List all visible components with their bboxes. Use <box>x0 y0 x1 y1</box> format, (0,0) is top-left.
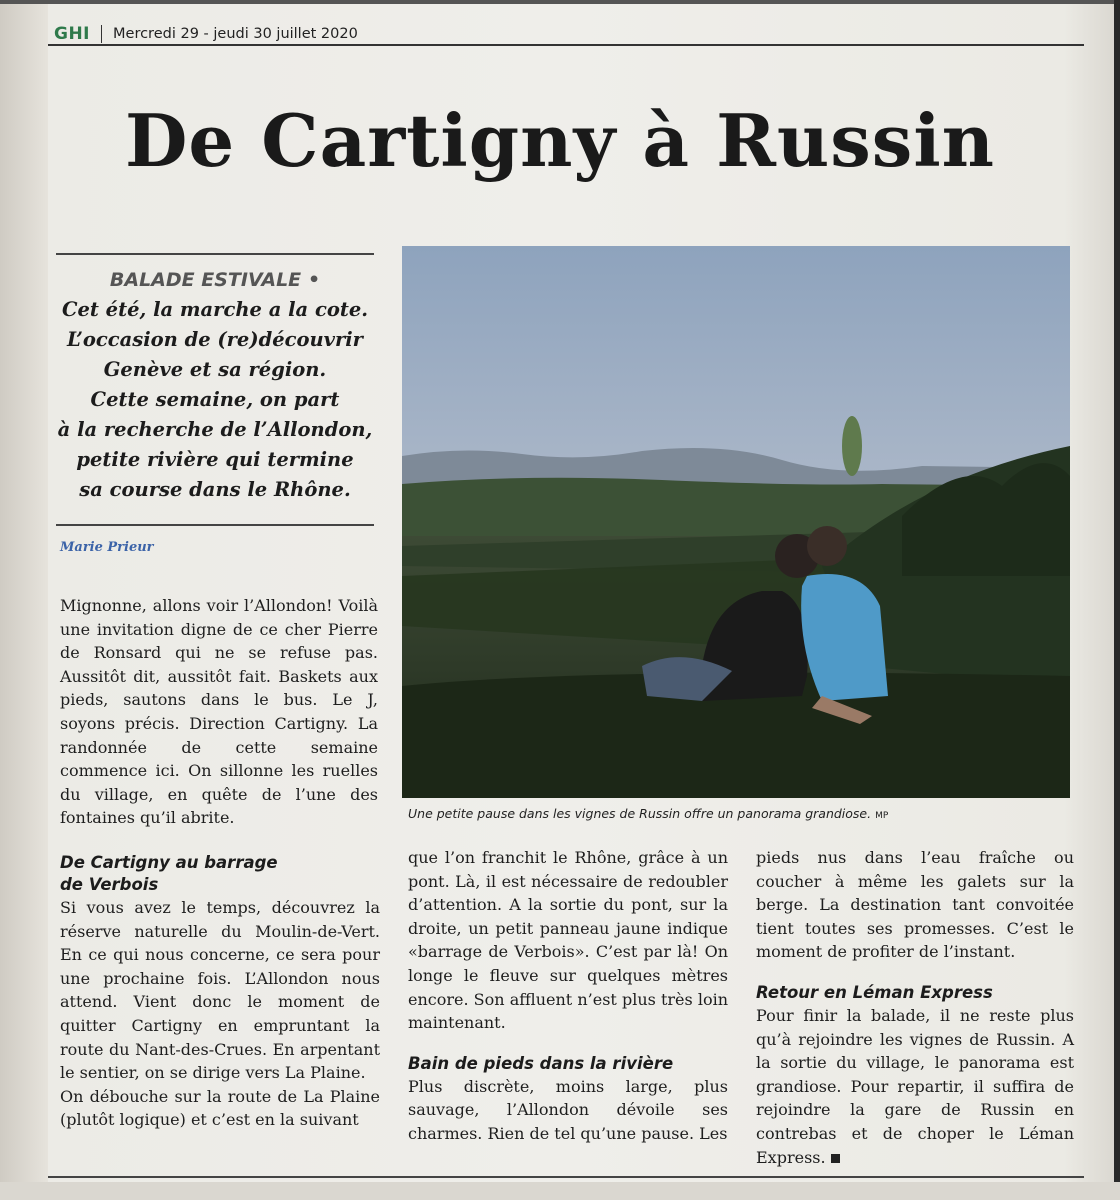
lead-line: Cette semaine, on part <box>90 388 340 411</box>
paragraph: On débouche sur la route de La Plaine (plutôt logique) et c’est en la suivant <box>60 1086 380 1130</box>
lead-rule-top <box>56 253 374 255</box>
lead-line: Cet été, la marche a la cote. <box>61 298 369 321</box>
caption-text: Une petite pause dans les vignes de Russin offre un panorama grandiose. <box>408 806 872 821</box>
issue-date: Mercredi 29 - jeudi 30 juillet 2020 <box>113 26 358 42</box>
lead-line: petite rivière qui termine <box>76 448 354 471</box>
section-heading-line: de Verbois <box>60 875 159 894</box>
section-heading <box>60 852 380 896</box>
section-heading: Bain de pieds dans la rivière <box>408 1053 674 1073</box>
paragraph: Plus discrète, moins large, plus sauvage, l’Allondon dévoile ses charmes. Rien de tel qu’une pause. Les <box>408 1076 728 1143</box>
article-photo <box>402 246 1070 798</box>
author-byline: Marie Prieur <box>60 540 154 555</box>
paragraph-text: Pour finir la balade, il ne reste plus qu’à rejoindre les vignes de Russin. A la sortie du village, le panorama est grandiose. Pour repartir, il suffira de rejoindre la gare de Russin en contrebas et de choper le Léman Express. <box>756 1005 1074 1167</box>
paragraph: pieds nus dans l’eau fraîche ou coucher à même les galets sur la berge. La destination tant convoitée tient toutes ses promesses. C’est le moment de profiter de l’instant. <box>756 848 1074 962</box>
kicker: BALADE ESTIVALE <box>109 269 302 291</box>
brand-logo: GHI <box>54 24 91 44</box>
headline: De Cartigny à Russin <box>124 98 996 183</box>
intro-paragraph: Mignonne, allons voir l’Allondon! Voilà une invitation digne de ce cher Pierre de Ronsard qui ne se refuse pas. Aussitôt dit, aussitôt fait. Baskets aux pieds, sautons dans le bus. Le J, soyons précis. Direction Cartigny. La randonnée de cette semaine commence ici. On sillonne les ruelles du village, en quête de l’une des fontaines qu’il abrite. <box>60 596 378 828</box>
lead-line: L’occasion de (re)découvrir <box>67 328 363 351</box>
kicker-bullet: • <box>307 269 321 291</box>
column-2 <box>408 846 728 1146</box>
paragraph: que l’on franchit le Rhône, grâce à un pont. Là, il est nécessaire de redoubler d’attention. A la sortie du pont, sur la droite, un petit panneau jaune indique «barrage de Verbois». C’est par là! On longe le fleuve sur quelques mètres encore. Son affluent n’est plus très loin maintenant. <box>408 848 728 1033</box>
header-rule <box>48 44 1084 46</box>
photo-credit: MP <box>875 811 889 821</box>
kicker-line <box>56 265 374 295</box>
lead-line: à la recherche de l’Allondon, <box>57 418 373 441</box>
end-of-article-icon <box>831 1154 840 1163</box>
lead-paragraph <box>56 265 374 505</box>
section-heading: Retour en Léman Express <box>756 982 993 1002</box>
paragraph <box>756 1004 1074 1169</box>
scan-bottom-band <box>0 1182 1120 1200</box>
column-3 <box>756 846 1074 1169</box>
section-heading-line: De Cartigny au barrage <box>60 853 278 872</box>
paragraph: Si vous avez le temps, découvrez la réserve naturelle du Moulin-de-Vert. En ce qui nous concerne, ce sera pour une prochaine fois. L’Allondon nous attend. Vient donc le moment de quitter Cartigny en empruntant la route du Nant-des-Crues. En arpentant le sentier, on se dirige vers La Plaine. <box>60 898 380 1083</box>
lead-line: Genève et sa région. <box>103 358 327 381</box>
column-1 <box>60 852 380 1132</box>
page-header <box>54 22 358 46</box>
lead-rule-bottom <box>56 524 374 526</box>
vineyard-couple-illustration <box>402 246 1070 798</box>
header-separator <box>101 25 102 43</box>
footer-rule <box>48 1176 1084 1178</box>
scan-top-edge <box>0 0 1120 4</box>
photo-caption <box>408 806 888 821</box>
lead-line: sa course dans le Rhône. <box>79 478 351 501</box>
